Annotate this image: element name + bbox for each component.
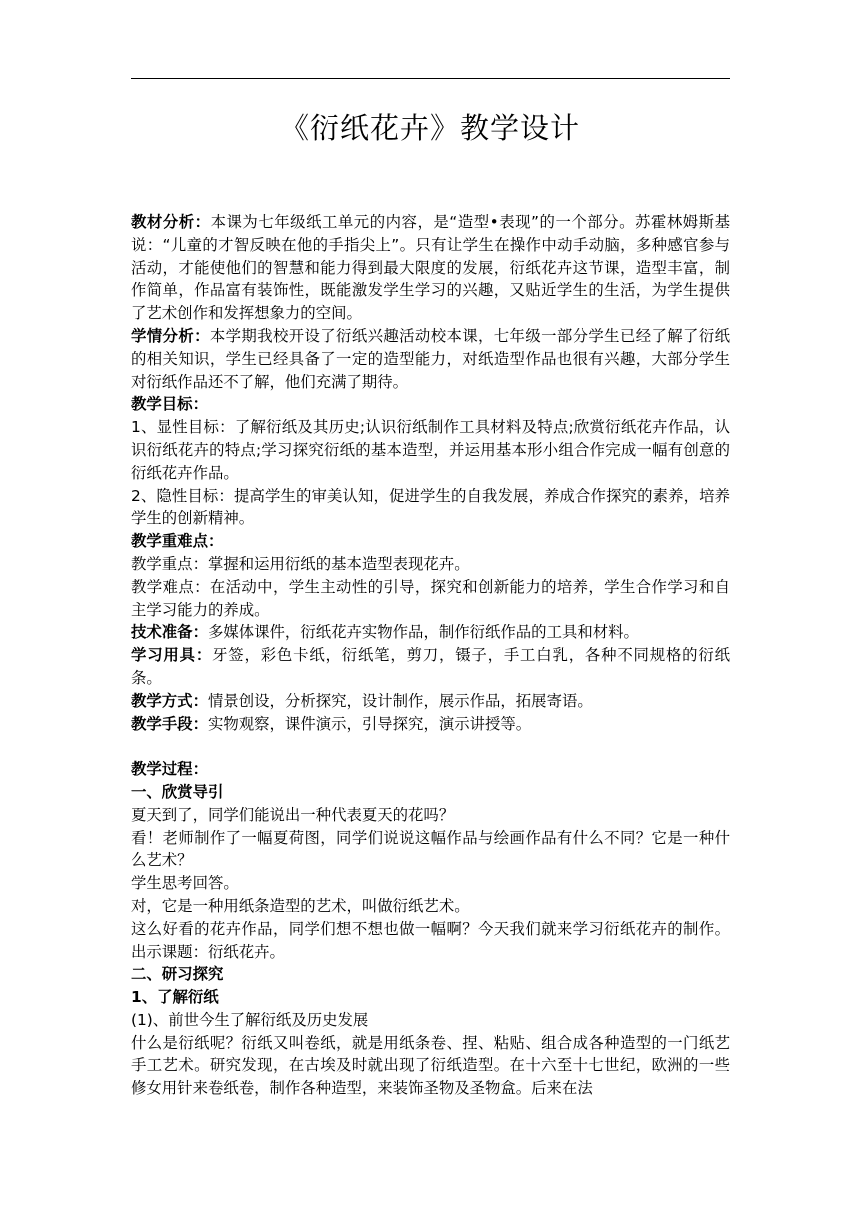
document-body bbox=[131, 211, 730, 1100]
key-point: 教学重点：掌握和运用衍纸的基本造型表现花卉。 bbox=[131, 554, 470, 573]
material-analysis-label: 教材分析： bbox=[131, 213, 211, 231]
part2-paragraph: 什么是衍纸呢？衍纸又叫卷纸，就是用纸条卷、捏、粘贴、组合成各种造型的一门纸艺手工艺术。研究发现，在古埃及时就出现了衍纸造型。在十六至十七世纪，欧洲的一些修女用针来卷纸卷，制作各种造型，来装饰圣物及圣物盒。后来在法 bbox=[131, 1033, 730, 1098]
part1-paragraph: 对，它是一种用纸条造型的艺术，叫做衍纸艺术。 bbox=[131, 896, 470, 915]
teaching-method-text: 情景创设，分析探究，设计制作，展示作品，拓展寄语。 bbox=[207, 691, 593, 710]
tech-preparation bbox=[131, 621, 730, 644]
goal-implicit: 2、隐性目标：提高学生的审美认知，促进学生的自我发展，养成合作探究的素养，培养学生的创新精神。 bbox=[131, 486, 730, 528]
part1-paragraph: 学生思考回答。 bbox=[131, 874, 239, 893]
learning-tools-label: 学习用具： bbox=[131, 646, 213, 665]
student-analysis bbox=[131, 325, 730, 393]
document-title: 《衍纸花卉》教学设计 bbox=[279, 111, 580, 145]
part1-paragraph: 夏天到了，同学们能说出一种代表夏天的花吗？ bbox=[131, 805, 455, 824]
material-analysis-text: 本课为七年级纸工单元的内容，是“造型•表现”的一个部分。苏霍林姆斯基说：“儿童的才智反映在他的手指尖上”。只有让学生在操作中动手动脑，多种感官参与活动，才能使他们的智慧和能力得到最大限度的发展，衍纸花卉这节课，造型丰富，制作简单，作品富有装饰性，既能激发学生学习的兴趣，又贴近学生的生活，为学生提供了艺术创作和发挥想象力的空间。 bbox=[131, 213, 730, 323]
tech-preparation-label: 技术准备： bbox=[131, 623, 208, 642]
part1-paragraph: 这么好看的花卉作品，同学们想不想也做一幅啊？今天我们就来学习衍纸花卉的制作。出示课题：衍纸花卉。 bbox=[131, 919, 730, 961]
key-points-heading: 教学重难点： bbox=[131, 532, 224, 551]
part1-heading: 一、欣赏导引 bbox=[131, 782, 224, 801]
teaching-process-heading: 教学过程： bbox=[131, 760, 208, 779]
part2-heading: 二、研习探究 bbox=[131, 965, 224, 984]
part2-sub1a-heading: (1)、前世今生了解衍纸及历史发展 bbox=[131, 1010, 369, 1029]
difficult-point: 教学难点：在活动中，学生主动性的引导，探究和创新能力的培养，学生合作学习和自主学习能力的养成。 bbox=[131, 577, 730, 619]
tech-preparation-text: 多媒体课件，衍纸花卉实物作品，制作衍纸作品的工具和材料。 bbox=[207, 623, 639, 642]
teaching-method bbox=[131, 690, 730, 713]
student-analysis-text: 本学期我校开设了衍纸兴趣活动校本课，七年级一部分学生已经了解了衍纸的相关知识，学生已经具备了一定的造型能力，对纸造型作品也很有兴趣，大部分学生对衍纸作品还不了解，他们充满了期待。 bbox=[131, 326, 730, 391]
learning-tools-text: 牙签，彩色卡纸，衍纸笔，剪刀，镊子，手工白乳，各种不同规格的衍纸条。 bbox=[131, 646, 730, 687]
learning-tools bbox=[131, 644, 730, 690]
part2-sub1-heading: 1、了解衍纸 bbox=[131, 988, 219, 1007]
goal-explicit: 1、显性目标：了解衍纸及其历史;认识衍纸制作工具材料及特点;欣赏衍纸花卉作品，认识衍纸花卉的特点;学习探究衍纸的基本造型，并运用基本形小组合作完成一幅有创意的衍纸花卉作品。 bbox=[131, 418, 730, 482]
teaching-means-label: 教学手段： bbox=[131, 714, 208, 733]
header-rule bbox=[131, 78, 730, 79]
teaching-method-label: 教学方式： bbox=[131, 691, 208, 710]
teaching-goals-heading: 教学目标： bbox=[131, 395, 208, 414]
part1-paragraph: 看！老师制作了一幅夏荷图，同学们说说这幅作品与绘画作品有什么不同？它是一种什么艺术？ bbox=[131, 828, 730, 870]
teaching-means bbox=[131, 713, 730, 736]
material-analysis bbox=[131, 211, 730, 325]
teaching-means-text: 实物观察，课件演示，引导探究，演示讲授等。 bbox=[207, 714, 532, 733]
student-analysis-label: 学情分析： bbox=[131, 326, 210, 345]
